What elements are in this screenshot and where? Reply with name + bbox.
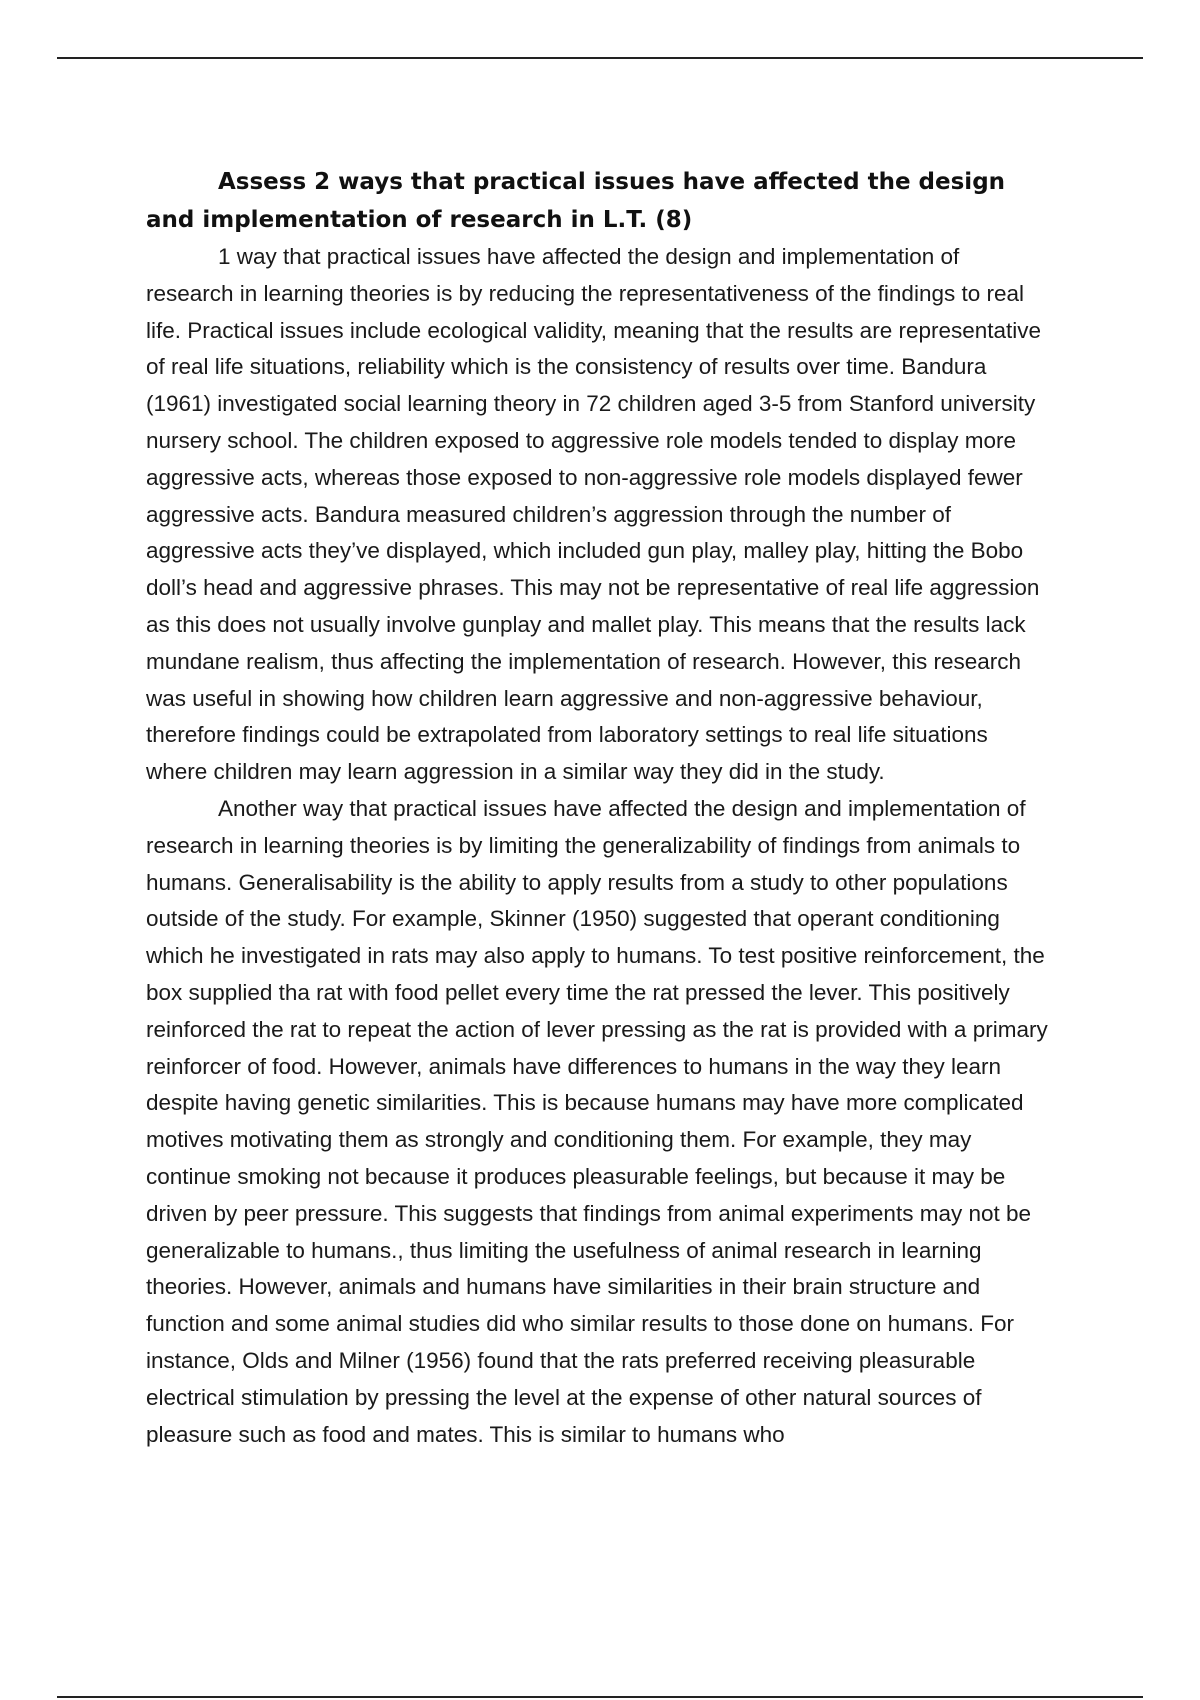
page-top-rule	[57, 57, 1143, 59]
paragraph-1: 1 way that practical issues have affected the design and implementation of research in learning theories is by reducing the representativeness of the findings to real life. Practical issues include ecological validity, meaning that the results are representative of real life situations, reliability which is the consistency of results over time. Bandura (1961) investigated social learning theory in 72 children aged 3-5 from Stanford university nursery school. The children exposed to aggressive role models tended to display more aggressive acts, whereas those exposed to non-aggressive role models displayed fewer aggressive acts. Bandura measured children’s aggression through the number of aggressive acts they’ve displayed, which included gun play, malley play, hitting the Bobo doll’s head and aggressive phrases. This may not be representative of real life aggression as this does not usually involve gunplay and mallet play. This means that the results lack mundane realism, thus affecting the implementation of research. However, this research was useful in showing how children learn aggressive and non-aggressive behaviour, therefore findings could be extrapolated from laboratory settings to real life situations where children may learn aggression in a similar way they did in the study.	[146, 244, 1042, 785]
paragraph-2: Another way that practical issues have affected the design and implementation of research in learning theories is by limiting the generalizability of findings from animals to humans. Generalisability is the ability to apply results from a study to other populations outside of the study. For example, Skinner (1950) suggested that operant conditioning which he investigated in rats may also apply to humans. To test positive reinforcement, the box supplied tha rat with food pellet every time the rat pressed the lever. This positively reinforced the rat to repeat the action of lever pressing as the rat is provided with a primary reinforcer of food. However, animals have differences to humans in the way they learn despite having genetic similarities. This is because humans may have more complicated motives motivating them as strongly and conditioning them. For example, they may continue smoking not because it produces pleasurable feelings, but because it may be driven by peer pressure. This suggests that findings from animal experiments may not be generalizable to humans., thus limiting the usefulness of animal research in learning theories. However, animals and humans have similarities in their brain structure and function and some animal studies did who similar results to those done on humans. For instance, Olds and Milner (1956) found that the rats preferred receiving pleasurable electrical stimulation by pressing the level at the expense of other natural sources of pleasure such as food and mates. This is similar to humans who	[146, 795, 1048, 1447]
page-bottom-rule	[57, 1696, 1143, 1698]
document-body	[146, 163, 1051, 1453]
essay-question-heading: Assess 2 ways that practical issues have affected the design and implementation of research in L.T. (8)	[146, 169, 1006, 233]
